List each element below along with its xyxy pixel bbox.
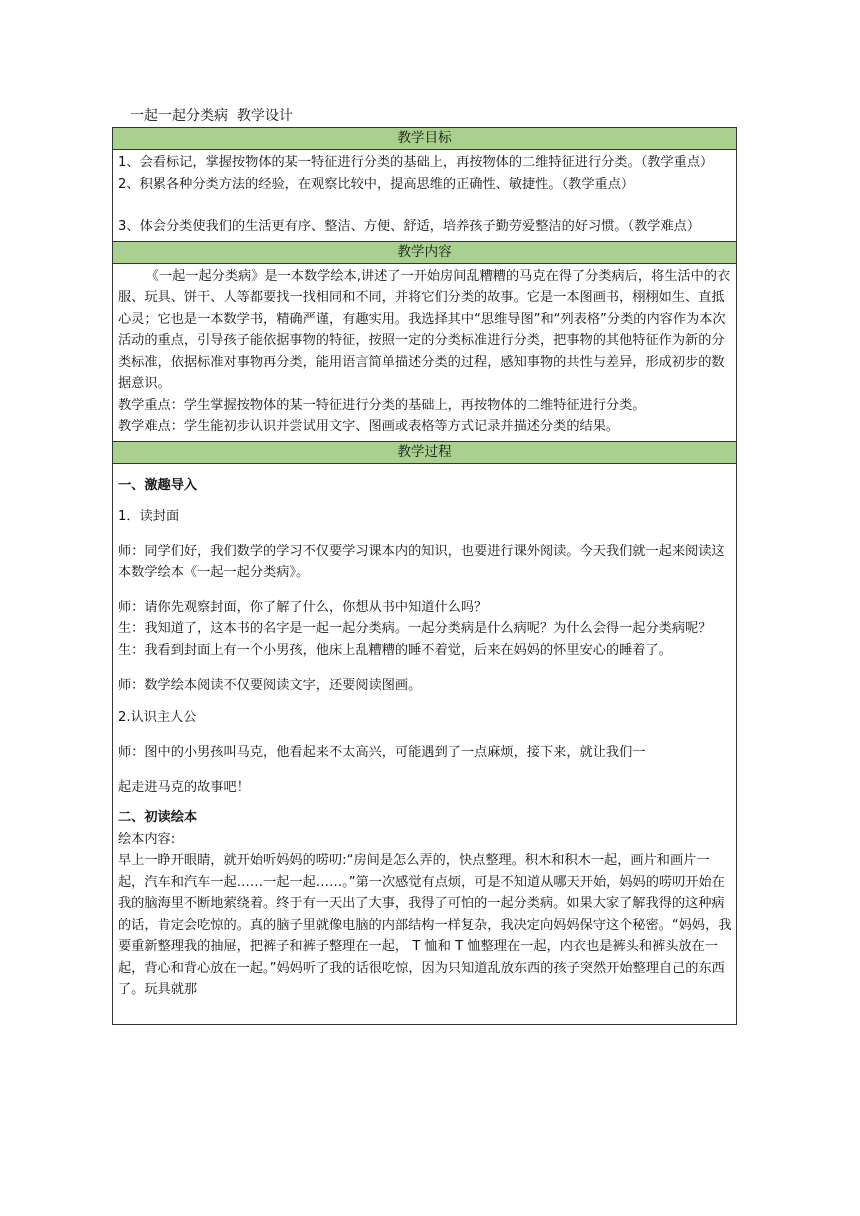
teacher-line-2: 师：请你先观察封面，你了解了什么，你想从书中知道什么吗？ <box>118 599 488 615</box>
section-first-read-title: 二、初读绘本 <box>118 810 198 825</box>
teacher-line-4b: 起走进马克的故事吧！ <box>118 779 250 795</box>
objectives-header: 教学目标 <box>113 128 737 150</box>
story-text: 早上一睁开眼睛，就开始听妈妈的唠叨:“房间是怎么弄的，快点整理。积木和积木一起，画片和画片一起，汽车和汽车一起……一起一起……。”第一次感觉有点烦，可是不知道从哪天开始，妈妈的唠叨开始在我的脑海里不断地萦绕着。终于有一天出了大事，我得了可怕的一起分类病。如果大家了解我得的这种病的话，肯定会吃惊的。真的脑子里就像电脑的内部结构一样复杂，我决定向妈妈保守这个秘密。“妈妈，我要重新整理我的抽屉，把裤子和裤子整理在一起， T 恤和 T 恤整理在一起，内衣也是裤头和裤头放在一起，背心和背心放在一起。”妈妈听了我的话很吃惊，因为只知道乱放东西的孩子突然开始整理自己的东西了。玩具就那 <box>118 853 732 997</box>
objectives-header-row <box>113 128 737 150</box>
step-read-cover: 1．读封面 <box>118 509 180 524</box>
section-warmup-title: 一、激趣导入 <box>118 477 198 493</box>
process-header-row <box>113 441 737 463</box>
content-body <box>113 264 736 441</box>
process-header: 教学过程 <box>113 441 737 463</box>
document-title: 一起一起分类病 教学设计 <box>130 108 293 124</box>
teacher-line-3: 师：数学绘本阅读不仅要阅读文字，还要阅读图画。 <box>118 678 422 693</box>
objectives-row <box>113 150 737 242</box>
content-paragraph: 《一起一起分类病》是一本数学绘本,讲述了一开始房间乱糟糟的马克在得了分类病后，将生活中的衣服、玩具、饼干、人等都要找一找相同和不同，并将它们分类的故事。它是一本图画书，栩栩如生、直抵心灵；它也是一本数学书，精确严谨，有趣实用。我选择其中“思维导图”和“列表格”分类的内容作为本次活动的重点，引导孩子能依据事物的特征，按照一定的分类标准进行分类，把事物的其他特征作为新的分类标准，依据标准对事物再分类，能用语言简单描述分类的过程，感知事物的共性与差异，形成初步的数据意识。 <box>118 268 731 391</box>
student-line-2: 生：我看到封面上有一个小男孩，他床上乱糟糟的睡不着觉，后来在妈妈的怀里安心的睡着了。 <box>118 642 672 658</box>
objectives-list <box>113 150 736 241</box>
objective-spacer <box>118 195 732 216</box>
step-meet-protagonist: 2.认识主人公 <box>118 709 197 725</box>
content-header: 教学内容 <box>113 241 737 263</box>
student-line-1: 生：我知道了，这本书的名字是一起一起分类病。一起分类病是什么病呢？为什么会得一起分类病呢？ <box>118 621 712 636</box>
teacher-line-4a: 师：图中的小男孩叫马克，他看起来不太高兴，可能遇到了一点麻烦，接下来，就让我们一 <box>118 745 646 760</box>
teacher-line-1: 师：同学们好，我们数学的学习不仅要学习课本内的知识，也要进行课外阅读。今天我们就一起来阅读这本数学绘本《一起一起分类病》。 <box>118 543 725 580</box>
process-row <box>113 463 737 1024</box>
process-body <box>113 464 736 1004</box>
content-header-row <box>113 241 737 263</box>
difficulty-point: 教学难点：学生能初步认识并尝试用文字、图画或表格等方式记录并描述分类的结果。 <box>118 419 620 434</box>
key-point: 教学重点：学生掌握按物体的某一特征进行分类的基础上，再按物体的二维特征进行分类。 <box>118 397 646 413</box>
objective-item-1: 1、会看标记，掌握按物体的某一特征进行分类的基础上，再按物体的二维特征进行分类。（教学重点） <box>118 155 714 170</box>
objective-item-3: 3、体会分类使我们的生活更有序、整洁、方便、舒适，培养孩子勤劳爱整洁的好习惯。（教学难点） <box>118 219 701 234</box>
objective-item-2: 2、积累各种分类方法的经验，在观察比较中，提高思维的正确性、敏捷性。（教学重点） <box>118 176 635 192</box>
content-row <box>113 263 737 441</box>
book-content-label: 绘本内容: <box>118 831 176 847</box>
lesson-plan-table <box>112 127 737 1025</box>
